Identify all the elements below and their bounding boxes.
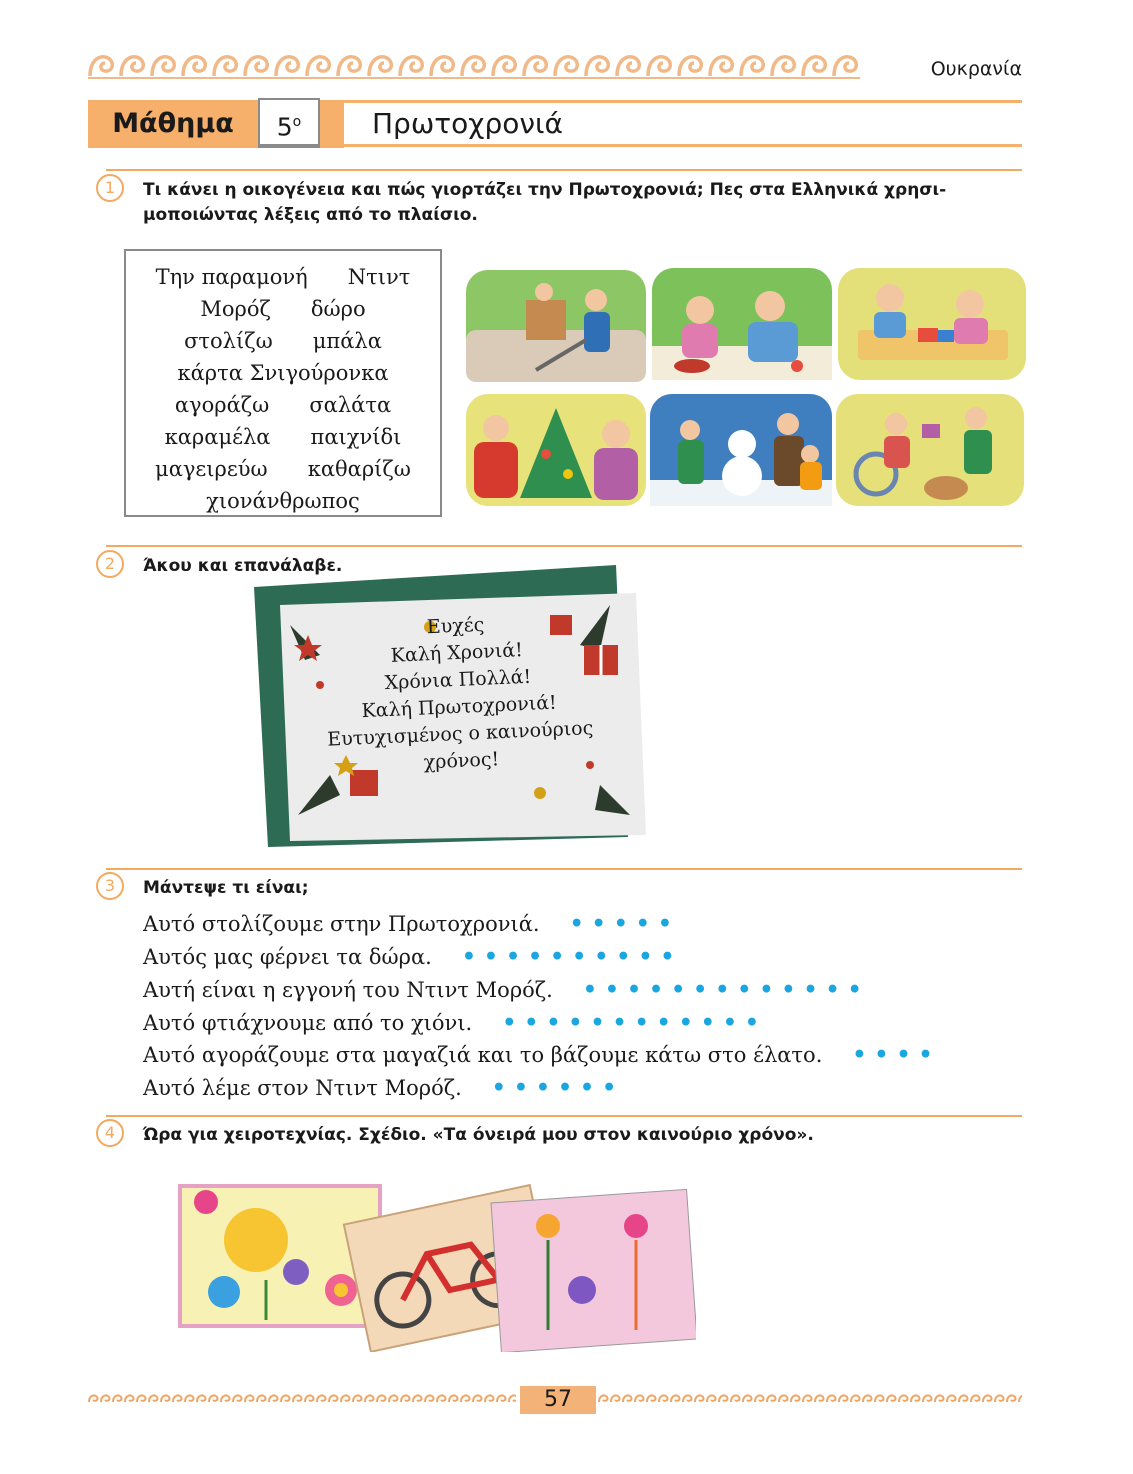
word-box-line: στολίζω μπάλα [184, 329, 382, 353]
greeting-card-text [300, 606, 617, 781]
word-box-line: χιονάνθρωπος [206, 489, 360, 513]
footer-wave-left [88, 1392, 516, 1406]
answer-blank[interactable]: •••••••••• [461, 944, 683, 970]
riddle-row: Αυτός μας φέρνει τα δώρα. •••••••••• [143, 944, 683, 970]
answer-blank[interactable]: ••••• [569, 911, 680, 937]
card-line: Καλή Χρονιά! [390, 639, 524, 667]
country-label: Ουκρανία [930, 58, 1022, 80]
section-rule [106, 868, 1022, 870]
decorative-wave-border [88, 50, 860, 82]
word-box-line: κάρτα Σνιγούρονκα [177, 361, 389, 385]
riddle-row: Αυτό αγοράζουμε στα μαγαζιά και το βάζουμε κάτω στο έλατο. •••• [143, 1042, 941, 1068]
riddle-row: Αυτό στολίζουμε στην Πρωτοχρονιά. ••••• [143, 911, 680, 937]
lesson-stripe [320, 100, 344, 148]
page-number: 57 [520, 1386, 596, 1414]
card-line: Ευτυχισμένος ο καινούριος [326, 717, 594, 751]
word-box [124, 249, 442, 517]
exercise-number: 2 [96, 550, 124, 578]
lesson-number: $5^o$ [258, 98, 320, 148]
lesson-label: Μάθημα [88, 100, 258, 148]
footer-wave-right [598, 1392, 1022, 1406]
craft-collage-illustration [176, 1180, 696, 1352]
card-line: Ευχές [426, 613, 485, 639]
exercise-1-instruction: Τι κάνει η οικογένεια και πώς γιορτάζει την Πρωτοχρονιά; Πες στα Ελληνικά χρησι- μοποιώντας λέξεις από το πλαίσιο. [143, 180, 947, 225]
riddle-row: Αυτή είναι η εγγονή του Ντιντ Μορόζ. ••••••••••••• [143, 977, 870, 1003]
riddle-row: Αυτό φτιάχνουμε από το χιόνι. •••••••••••• [143, 1010, 767, 1036]
exercise-2-instruction: Άκου και επανάλαβε. [143, 556, 343, 576]
answer-blank[interactable]: •••••••••••• [502, 1010, 767, 1036]
word-box-line: Μορόζ δώρο [200, 297, 366, 321]
exercise-number: 1 [96, 174, 124, 202]
exercise-4-instruction: Ώρα για χειροτεχνίας. Σχέδιο. «Τα όνειρά μου στον καινούριο χρόνο». [143, 1125, 814, 1145]
answer-blank[interactable]: •••••• [491, 1075, 625, 1101]
riddle-row: Αυτό λέμε στον Ντιντ Μορόζ. •••••• [143, 1075, 625, 1101]
section-rule [106, 169, 1022, 171]
card-line: χρόνος! [423, 748, 500, 774]
tree-decorating-scene-illustration [466, 394, 646, 506]
word-box-line: καραμέλα παιχνίδι [164, 425, 402, 449]
card-line: Χρόνια Πολλά! [384, 665, 532, 695]
exercise-3-instruction: Μάντεψε τι είναι; [143, 878, 309, 898]
answer-blank[interactable]: •••• [852, 1042, 941, 1068]
card-line: Καλή Πρωτοχρονιά! [361, 691, 558, 723]
section-rule [106, 1115, 1022, 1117]
word-box-line: αγοράζω σαλάτα [174, 393, 392, 417]
word-box-line: Την παραμονή Ντιντ [155, 265, 411, 289]
cooking-scene-illustration [652, 268, 832, 380]
answer-blank[interactable]: ••••••••••••• [582, 977, 870, 1003]
section-rule [106, 545, 1022, 547]
lesson-title: Πρωτοχρονιά [372, 107, 563, 140]
gift-scene-illustration [836, 394, 1024, 506]
vacuuming-scene-illustration [466, 270, 646, 382]
exercise-number: 3 [96, 872, 124, 900]
word-box-line: μαγειρεύω καθαρίζω [155, 457, 411, 481]
snowman-scene-illustration [650, 394, 832, 506]
exercise-number: 4 [96, 1119, 124, 1147]
card-making-scene-illustration [838, 268, 1026, 380]
